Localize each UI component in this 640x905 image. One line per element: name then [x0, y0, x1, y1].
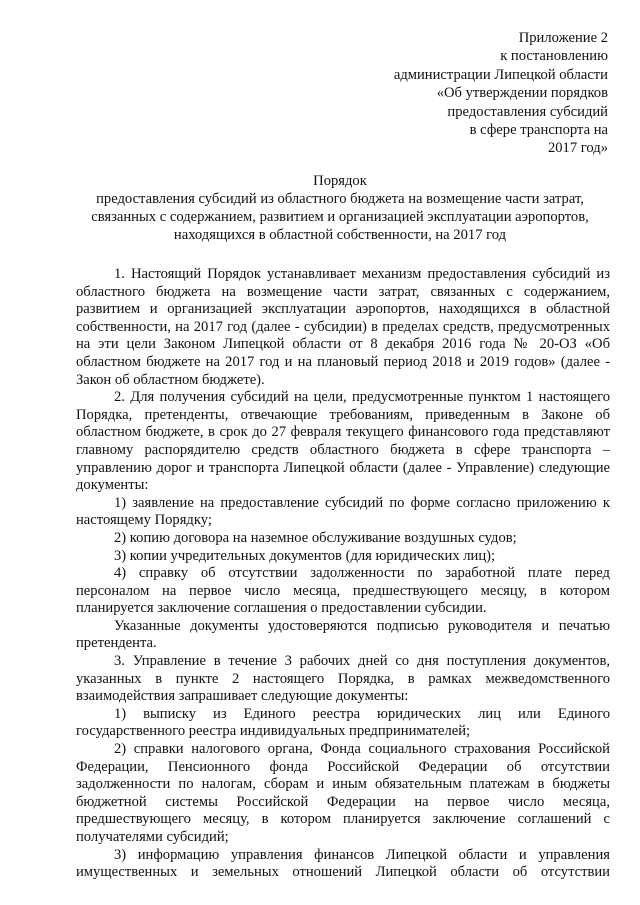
paragraph: 2) копию договора на наземное обслуживание воздушных судов; [114, 529, 517, 546]
document-body [76, 266, 610, 882]
document-subtitle-line: предоставления субсидий из областного бюджета на возмещение части затрат, [96, 191, 584, 207]
paragraph: 4) справку об отсутствии задолженности по заработной плате перед персоналом на первое число месяца, предшествующего месяцу, в котором планируется заключение соглашения о предоставлении субсидии. [76, 565, 610, 617]
paragraph: Указанные документы удостоверяются подписью руководителя и печатью претендента. [76, 617, 610, 652]
paragraph: 2) справки налогового органа, Фонда социального страхования Российской Федерации, Пенсионного фонда Российской Федерации об отсутствии задолженности по налогам, сборам и иным обязательным платежам в бюджеты бюджетной системы Российской Федерации на первое число месяца, предшествующего месяцу, в котором планируется заключение соглашений с получателями субсидий; [76, 741, 610, 845]
appendix-line: предоставления субсидий [447, 103, 608, 120]
paragraph: 3. Управление в течение 3 рабочих дней со дня поступления документов, указанных в пункте 2 настоящего Порядка, в рамках межведомственного взаимодействия запрашивает следующие документы: [76, 653, 610, 705]
appendix-line: 2017 год» [547, 140, 608, 157]
appendix-line: к постановлению [500, 48, 608, 65]
appendix-line: «Об утверждении порядков [436, 85, 608, 102]
document-subtitle-line: связанных с содержанием, развитием и организацией эксплуатации аэропортов, [91, 209, 589, 225]
paragraph: 1. Настоящий Порядок устанавливает механизм предоставления субсидий из областного бюджета на возмещение части затрат, связанных с содержанием, развитием и организацией эксплуатации аэропортов, находящихся в областной собственности, на 2017 год (далее - субсидии) в пределах средств, предусмотренных на эти цели Законом Липецкой области от 8 декабря 2016 года № 20-ОЗ «Об областном бюджете на 2017 год и на плановый период 2018 и 2019 годов» (далее - Закон об областном бюджете). [76, 266, 610, 388]
appendix-line: в сфере транспорта на [469, 122, 608, 139]
document-title-block [60, 172, 620, 244]
paragraph: 2. Для получения субсидий на цели, предусмотренные пунктом 1 настоящего Порядка, претенденты, отвечающие требованиям, приведенным в Законе об областном бюджете, в срок до 27 февраля текущего финансового года представляют главному распорядителю средств областного бюджета в сфере транспорта – управлению дорог и транспорта Липецкой области (далее - Управление) следующие документы: [76, 389, 610, 494]
appendix-line: Приложение 2 [518, 30, 608, 46]
paragraph: 1) выписку из Единого реестра юридических лиц или Единого государственного реестра индивидуальных предпринимателей; [76, 705, 610, 740]
paragraph: 3) копии учредительных документов (для юридических лиц); [114, 547, 496, 564]
document-title: Порядок [313, 173, 367, 189]
appendix-line: администрации Липецкой области [393, 66, 608, 83]
document-subtitle-line: находящихся в областной собственности, на 2017 год [173, 227, 507, 243]
appendix-header [308, 29, 608, 158]
paragraph: 1) заявление на предоставление субсидий по форме согласно приложению к настоящему Порядку; [76, 494, 610, 529]
paragraph: 3) информацию управления финансов Липецкой области и управления имущественных и земельных отношений Липецкой области об отсутствии [76, 846, 610, 881]
